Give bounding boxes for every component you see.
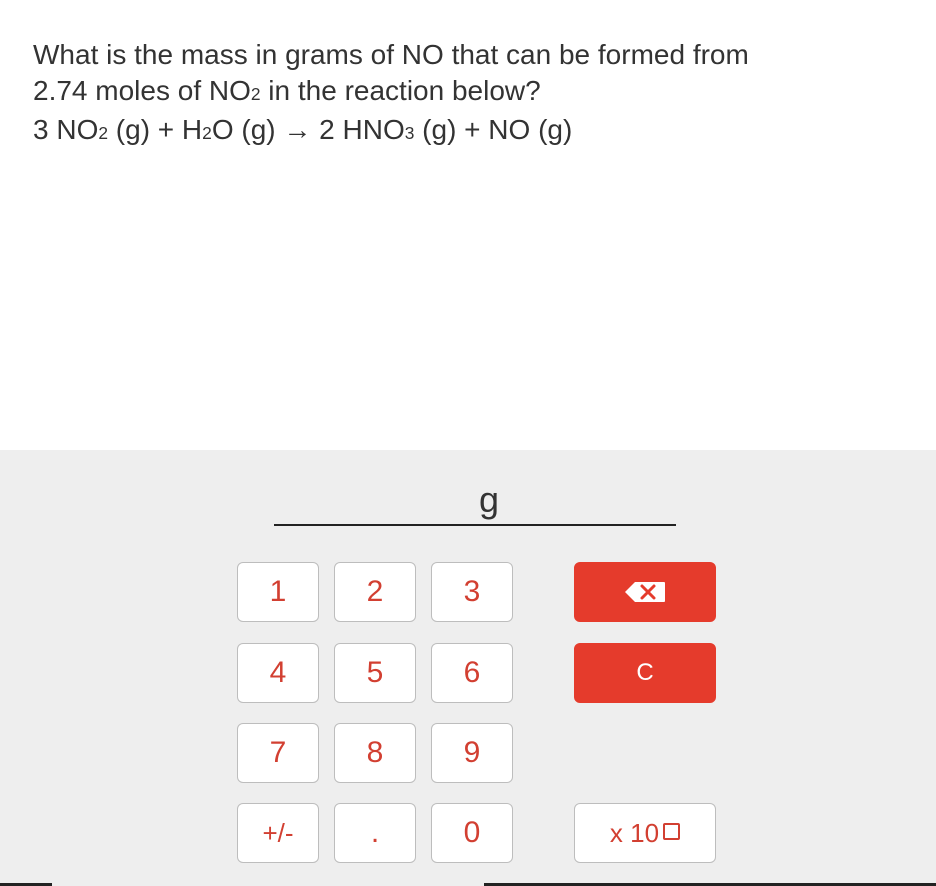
exponent-button[interactable] (574, 803, 716, 863)
exponent-box-icon (663, 823, 680, 840)
key-5[interactable]: 5 (334, 643, 416, 703)
key-9[interactable]: 9 (431, 723, 513, 783)
decimal-point-button[interactable]: . (334, 803, 416, 863)
key-8[interactable]: 8 (334, 723, 416, 783)
key-7[interactable]: 7 (237, 723, 319, 783)
key-0[interactable]: 0 (431, 803, 513, 863)
question-line-1: What is the mass in grams of NO that can be formed from (33, 39, 749, 70)
answer-input-line[interactable] (274, 524, 676, 526)
backspace-button[interactable] (574, 562, 716, 622)
clear-button[interactable]: C (574, 643, 716, 703)
key-6[interactable]: 6 (431, 643, 513, 703)
backspace-icon (624, 581, 666, 603)
key-3[interactable]: 3 (431, 562, 513, 622)
plus-minus-button[interactable]: +/- (237, 803, 319, 863)
exponent-label: x 10 (609, 817, 660, 848)
key-1[interactable]: 1 (237, 562, 319, 622)
question-text (33, 37, 913, 151)
question-line-2: 2.74 moles of NO2 in the reaction below? (33, 75, 541, 106)
answer-unit: g (478, 479, 500, 520)
chemical-equation: 3 NO2 (g) + H2O (g) → 2 HNO3 (g) + NO (g) (33, 114, 573, 145)
key-2[interactable]: 2 (334, 562, 416, 622)
key-4[interactable]: 4 (237, 643, 319, 703)
